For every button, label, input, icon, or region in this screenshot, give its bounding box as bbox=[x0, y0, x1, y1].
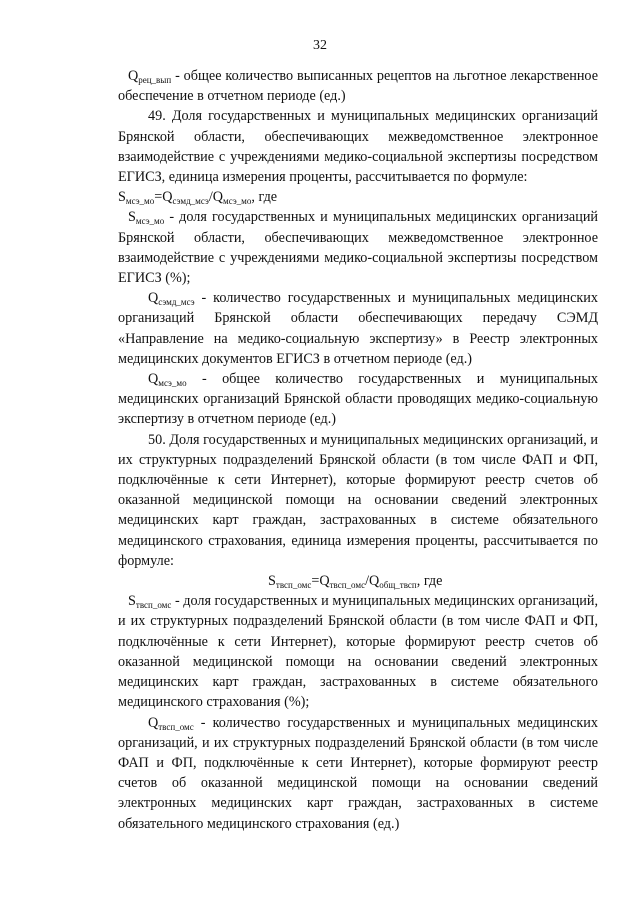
definition-text: - доля государственных и муниципальных медицинских организаций Брянской области, обеспечивающих межведомственное электронное взаимодействие с учреждениями медико-социальной экспертизы посредством ЕГИСЗ (%); bbox=[118, 209, 598, 287]
formula-subscript: общ_твсп bbox=[379, 580, 417, 591]
formula-symbol: S bbox=[268, 573, 276, 590]
formula-49 bbox=[118, 187, 598, 207]
definition-s-tvsp bbox=[118, 591, 598, 712]
symbol-subscript: рец_вып bbox=[138, 75, 172, 85]
formula-subscript: мсэ_мо bbox=[125, 196, 155, 207]
formula-symbol: S bbox=[118, 189, 126, 206]
symbol: S bbox=[128, 209, 136, 226]
formula-operator: =Q bbox=[311, 573, 330, 590]
definition-q-rec bbox=[118, 66, 598, 106]
symbol: S bbox=[128, 593, 136, 610]
formula-subscript: твсп_омс bbox=[275, 580, 312, 591]
formula-50 bbox=[118, 571, 598, 591]
formula-tail: , где bbox=[416, 573, 443, 590]
definition-text: - общее количество государственных и муниципальных медицинских организаций Брянской области проводящих медико-социальную экспертизу в отчетном периоде (ед.) bbox=[118, 371, 598, 428]
definition-text: - количество государственных и муниципальных медицинских организаций Брянской области обеспечивающих передачу СЭМД «Направление на медико-социальную экспертизу» в Реестр электронных медицинских документов ЕГИСЗ в отчетном периоде (ед.) bbox=[118, 290, 598, 367]
definition-text: - количество государственных и муниципальных медицинских организаций, и их структурных подразделений Брянской области (в том числе ФАП и ФП, подключённые к сети Интернет), которые формируют реестр счетов об оказанной медицинской помощи на основании сведений электронных медицинских карт граждан, застрахованных в системе обязательного медицинского страхования (ед.) bbox=[118, 714, 598, 832]
symbol-subscript: твсп_омс bbox=[158, 721, 194, 732]
symbol: Q bbox=[148, 290, 159, 307]
definition-q-tvsp bbox=[118, 713, 598, 834]
definition-text: - общее количество выписанных рецептов на льготное лекарственное обеспечение в отчетном периоде (ед.) bbox=[118, 68, 598, 105]
item-49-intro: 49. Доля государственных и муниципальных медицинских организаций Брянской области, обеспечивающих межведомственное электронное взаимодействие с учреждениями медико-социальной экспертизы посредством ЕГИСЗ, единица измерения проценты, рассчитывается по формуле: bbox=[118, 108, 598, 186]
symbol: Q bbox=[148, 371, 159, 388]
document-body bbox=[118, 66, 598, 834]
formula-tail: , где bbox=[251, 189, 278, 206]
symbol-subscript: мсэ_мо bbox=[158, 378, 187, 389]
symbol: Q bbox=[148, 714, 159, 731]
formula-subscript: сэмд_мсэ bbox=[172, 196, 209, 207]
definition-q-semd bbox=[118, 288, 598, 369]
formula-operator: =Q bbox=[154, 189, 173, 206]
symbol: Q bbox=[128, 68, 139, 84]
formula-operator: /Q bbox=[365, 573, 380, 590]
formula-subscript: мсэ_мо bbox=[223, 196, 252, 207]
formula-operator: /Q bbox=[208, 189, 224, 206]
definition-q-mse-mo bbox=[118, 369, 598, 430]
definition-text: - доля государственных и муниципальных медицинских организаций, и их структурных подразделений Брянской области (в том числе ФАП и ФП, подключённые к сети Интернет), которые формируют реестр счетов об оказанной медицинской помощи на основании сведений электронных медицинских карт граждан, застрахованных в системе обязательного медицинского страхования (%); bbox=[118, 593, 598, 711]
formula-subscript: твсп_омс bbox=[329, 580, 366, 591]
page-number: 32 bbox=[313, 38, 327, 53]
definition-s-mse bbox=[118, 207, 598, 288]
symbol-subscript: мсэ_мо bbox=[135, 216, 165, 227]
symbol-subscript: сэмд_мсэ bbox=[158, 297, 195, 308]
item-50-intro: 50. Доля государственных и муниципальных медицинских организаций, и их структурных подразделений Брянской области (в том числе ФАП и ФП, подключённые к сети Интернет), которые формируют реестр счетов об оказанной медицинской помощи на основании сведений электронных медицинских карт граждан, застрахованных в системе обязательного медицинского страхования, единица измерения проценты, рассчитывается по формуле: bbox=[118, 431, 598, 569]
symbol-subscript: твсп_омс bbox=[135, 600, 172, 611]
